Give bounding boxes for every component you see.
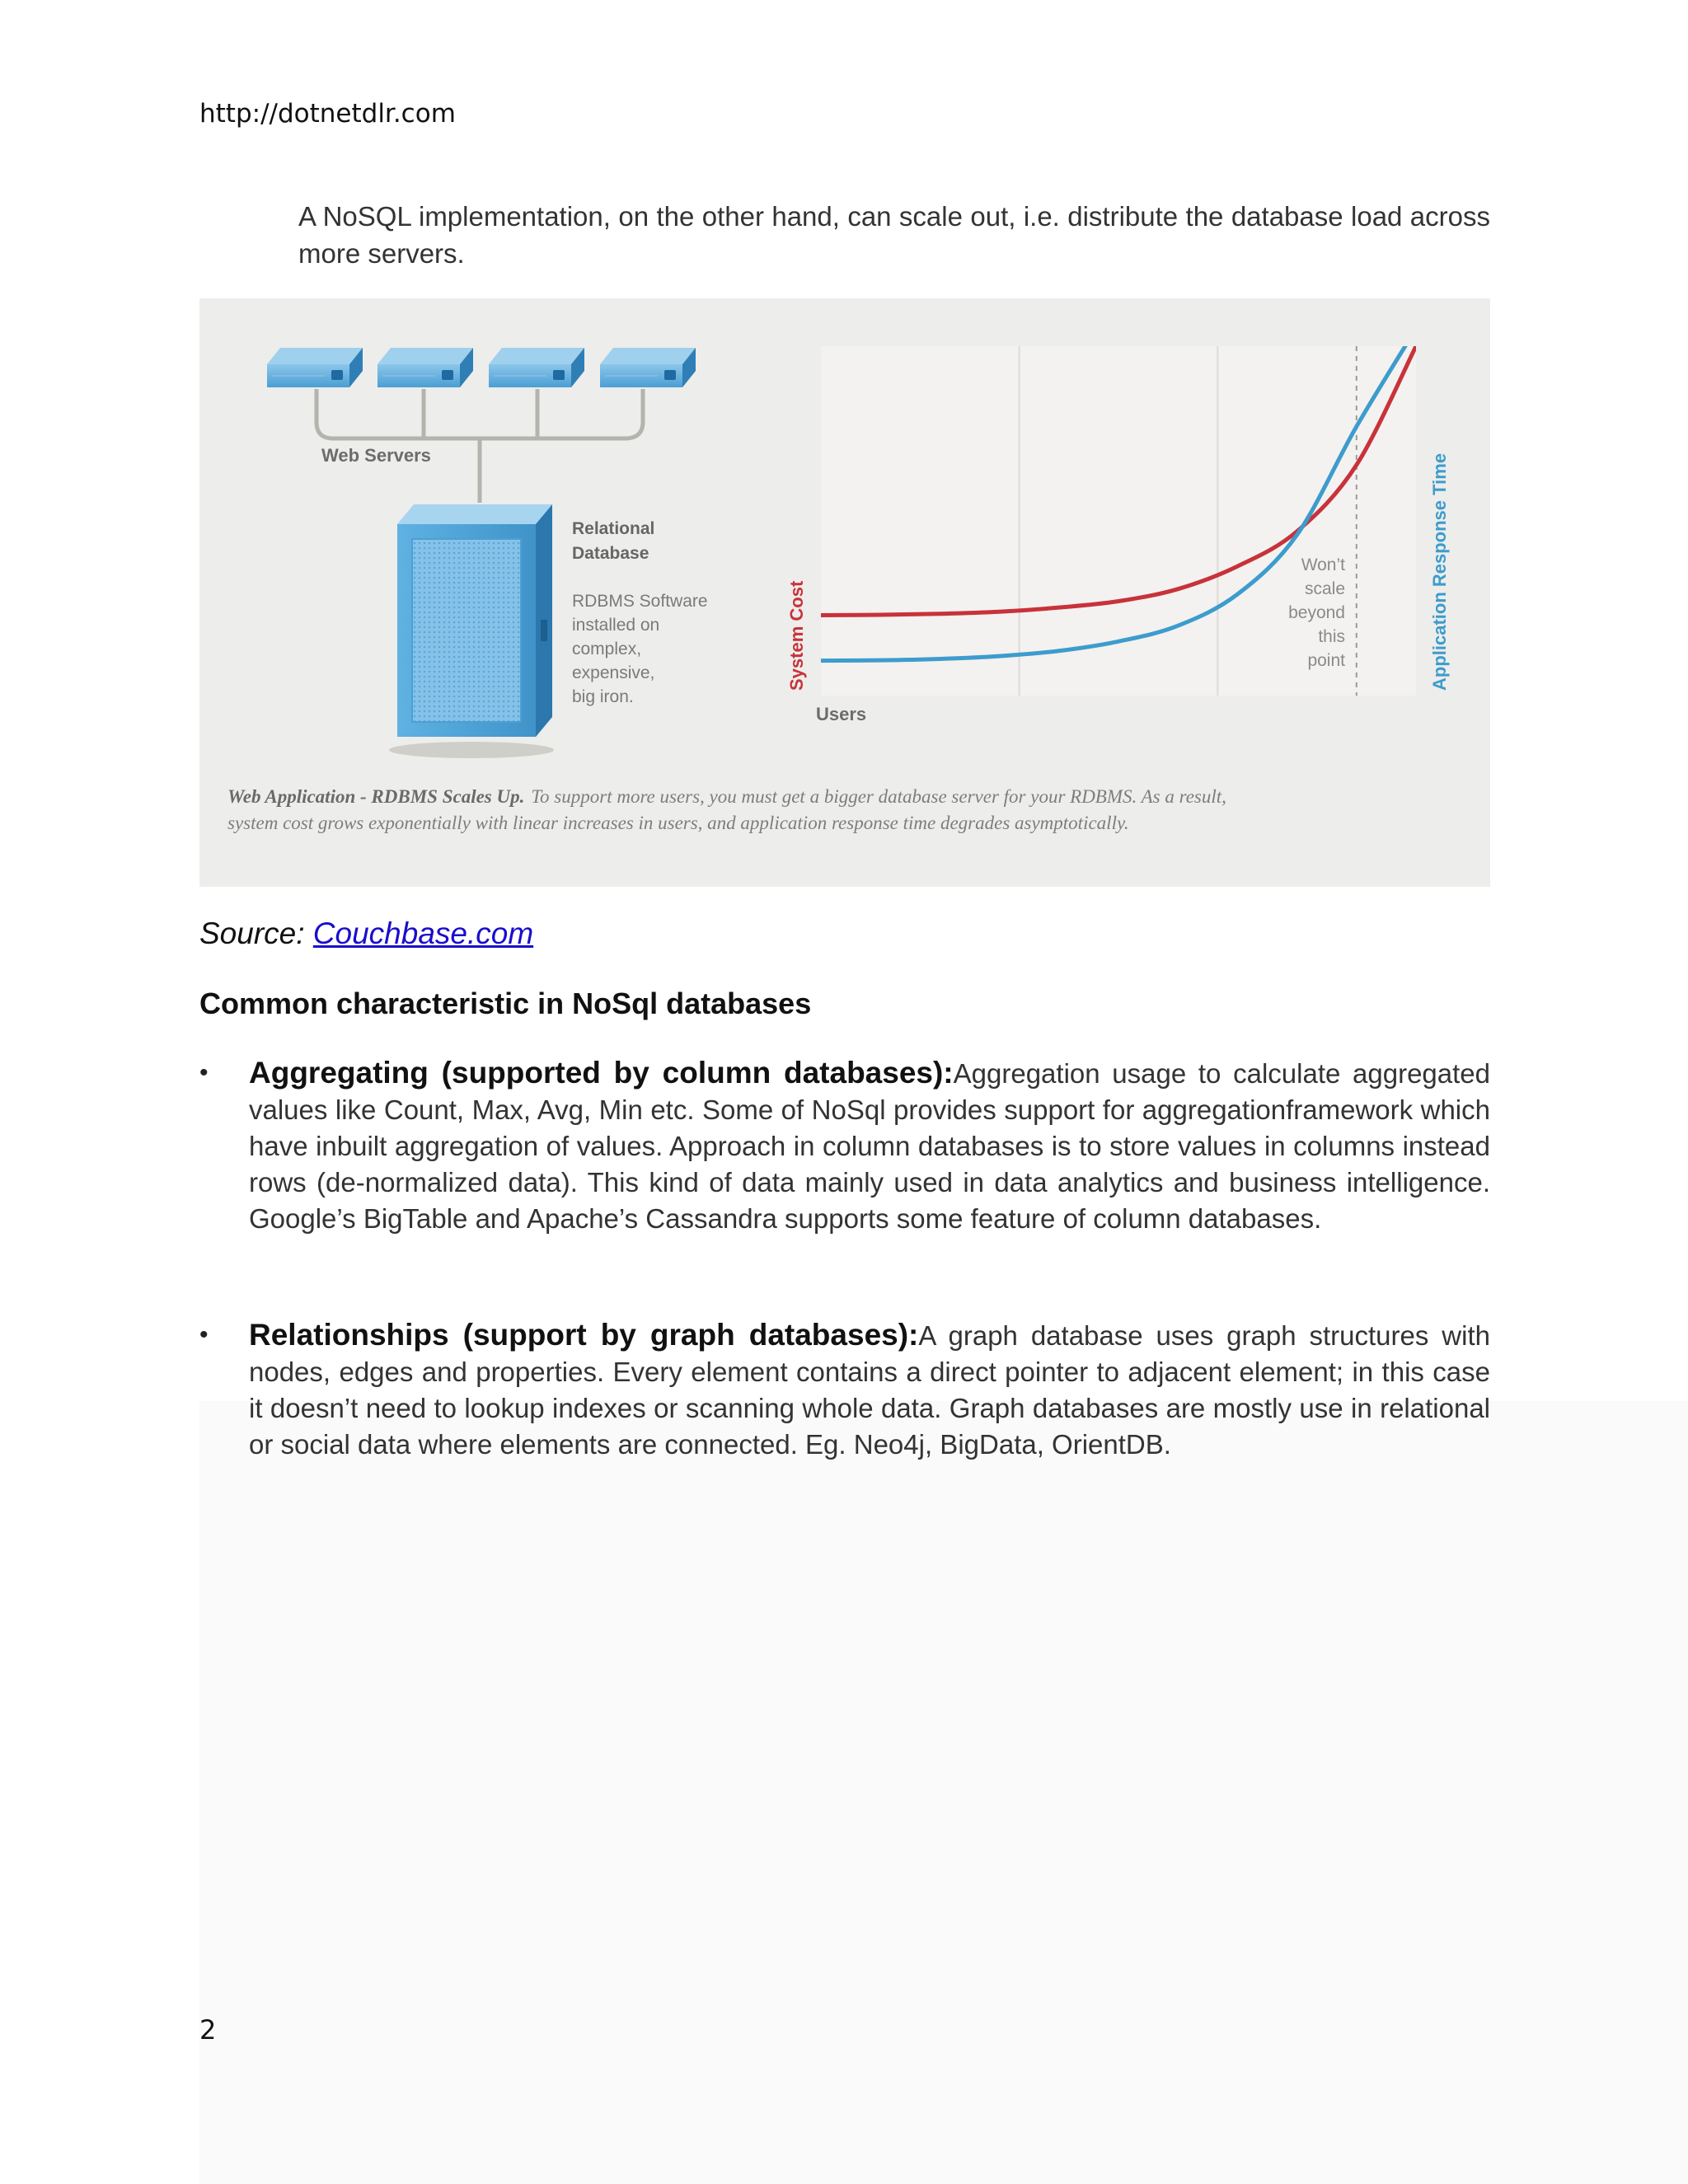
scale-note-line: scale bbox=[1304, 579, 1345, 598]
bullet-body: A graph database uses graph structures with nodes, edges and properties. Every element contains a direct pointer to adjacent element; in this case it doesn’t need to lookup indexes or scanning whole data. Graph databases are mostly use in relational or social data where elements are connected. Eg. Neo4j, BigData, OrientDB. bbox=[249, 1320, 1490, 1460]
bullet-text bbox=[249, 1055, 1490, 1237]
scale-note-line: beyond bbox=[1288, 603, 1345, 622]
server-icon bbox=[489, 348, 584, 387]
bullet-title: Aggregating (supported by column databases): bbox=[249, 1056, 954, 1090]
db-desc-line: complex, bbox=[572, 640, 642, 658]
figure-caption-line-1 bbox=[227, 786, 1226, 807]
couchbase-link[interactable]: Couchbase.com bbox=[312, 916, 534, 950]
source-label: Source: bbox=[199, 916, 305, 950]
bullet-body: Aggregation usage to calculate aggregated values like Count, Max, Avg, Min etc. Some of NoSql provides support for aggregationframework which have inbuilt aggregation of values. Approach in column databases is to store values in columns instead rows (de-normalized data). This kind of data mainly used in data analytics and business intelligence. Google’s BigTable and Apache’s Cassandra supports some feature of column databases. bbox=[249, 1058, 1490, 1234]
bullet-text bbox=[249, 1317, 1490, 1463]
server-icon bbox=[377, 348, 473, 387]
server-icon bbox=[600, 348, 696, 387]
web-server-rack bbox=[267, 348, 696, 503]
db-title-line-2: Database bbox=[572, 544, 649, 563]
web-servers-label: Web Servers bbox=[321, 445, 431, 466]
db-desc-line: big iron. bbox=[572, 687, 634, 706]
figure-canvas bbox=[199, 298, 1490, 887]
figure-caption-text: To support more users, you must get a bigger database server for your RDBMS. As a result, bbox=[531, 786, 1226, 807]
list-item bbox=[199, 1055, 1490, 1237]
intro-paragraph: A NoSQL implementation, on the other hand, can scale out, i.e. distribute the database load across more servers. bbox=[298, 201, 1490, 269]
list-item bbox=[199, 1317, 1490, 1463]
bullet-icon: • bbox=[199, 1321, 209, 1348]
y-axis-label-system-cost: System Cost bbox=[786, 580, 807, 691]
bullet-title: Relationships (support by graph databases): bbox=[249, 1318, 919, 1352]
y-axis-label-response-time: Application Response Time bbox=[1429, 452, 1450, 691]
section-heading: Common characteristic in NoSql databases bbox=[199, 987, 812, 1020]
db-desc-line: RDBMS Software bbox=[572, 592, 708, 611]
scaling-chart bbox=[786, 329, 1450, 724]
rdbms-scale-up-figure bbox=[199, 298, 1490, 887]
scale-note-line: point bbox=[1307, 651, 1345, 670]
db-title-line-1: Relational bbox=[572, 519, 655, 538]
figure-caption-bold: Web Application - RDBMS Scales Up. bbox=[227, 786, 525, 807]
db-description bbox=[572, 592, 708, 706]
header-url: http://dotnetdlr.com bbox=[199, 99, 456, 129]
bullet-icon: • bbox=[199, 1059, 209, 1086]
database-server-icon bbox=[389, 504, 554, 758]
scale-note-line: this bbox=[1318, 627, 1345, 646]
page-shade bbox=[199, 1401, 1688, 2184]
x-axis-label-users: Users bbox=[816, 704, 867, 724]
db-desc-line: expensive, bbox=[572, 663, 655, 682]
figure-caption-line-2: system cost grows exponentially with linear increases in users, and application response time degrades asymptotically. bbox=[227, 813, 1129, 833]
scale-note-line: Won’t bbox=[1301, 555, 1345, 574]
server-icon bbox=[267, 348, 363, 387]
page-number: 2 bbox=[199, 2014, 217, 2046]
source-line bbox=[199, 916, 533, 951]
db-desc-line: installed on bbox=[572, 616, 660, 635]
